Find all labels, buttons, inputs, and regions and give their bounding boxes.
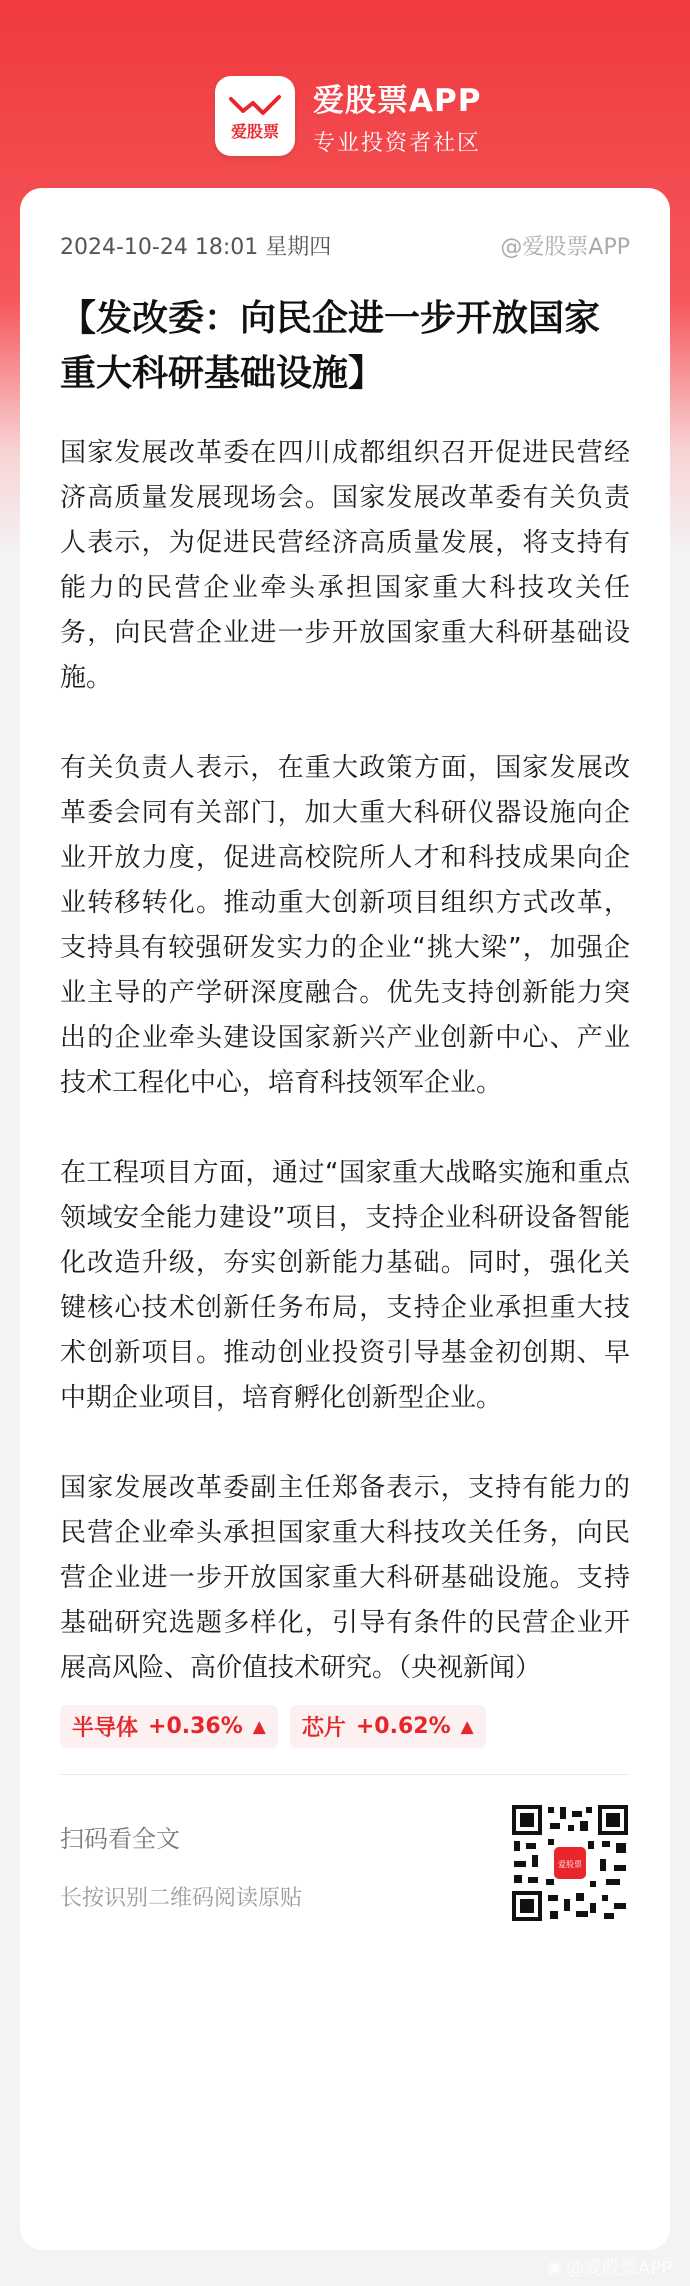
qr-code[interactable] — [510, 1803, 630, 1923]
article-title: 【发改委：向民企进一步开放国家重大科研基础设施】 — [60, 298, 601, 394]
qr-logo-label: 爱股票 — [558, 1860, 582, 1869]
share-footer — [60, 1799, 630, 1969]
article-paragraph: 在工程项目方面，通过“国家重大战略实施和重点领域安全能力建设”项目，支持企业科研设备智能化改造升级，夯实创新能力基础。同时，强化关键核心技术创新任务布局，支持企业承担重大技术创新项目。推动创业投资引导基金初创期、早中期企业项目，培育孵化创新型企业。 — [60, 1158, 630, 1413]
article-paragraph: 国家发展改革委副主任郑备表示，支持有能力的民营企业牵头承担国家重大科技攻关任务，向民营企业进一步开放国家重大科研基础设施。支持基础研究选题多样化，引导有条件的民营企业开展高风险、高价值技术研究。（央视新闻） — [60, 1473, 630, 1683]
stock-tag-chip[interactable] — [290, 1705, 486, 1748]
article-source[interactable]: @爱股票APP — [500, 235, 630, 260]
chart-line-icon — [229, 91, 281, 117]
app-slogan: 专业投资者社区 — [313, 131, 482, 156]
article-body — [60, 431, 630, 1691]
tag-change: +0.62% — [355, 1714, 451, 1739]
article-card — [20, 188, 670, 2250]
tag-name: 芯片 — [301, 1716, 346, 1741]
scan-subtitle: 长按识别二维码阅读原贴 — [60, 1886, 303, 1911]
stock-tag-semiconductor[interactable] — [60, 1705, 278, 1748]
weibo-watermark — [546, 2254, 672, 2280]
stock-tags — [60, 1705, 630, 1748]
article-paragraph: 国家发展改革委在四川成都组织召开促进民营经济高质量发展现场会。国家发展改革委有关负责人表示，为促进民营经济高质量发展，将支持有能力的民营企业牵头承担国家重大科技攻关任务，向民营企业进一步开放国家重大科研基础设施。 — [60, 438, 630, 693]
article-meta — [60, 230, 630, 261]
weibo-icon: ◉ — [546, 2256, 562, 2278]
tag-name: 半导体 — [72, 1716, 139, 1741]
app-brand — [215, 75, 481, 157]
app-logo — [215, 76, 295, 156]
app-name: 爱股票APP — [313, 83, 482, 119]
divider — [60, 1774, 630, 1775]
up-arrow-icon: ▲ — [460, 1716, 474, 1737]
up-arrow-icon: ▲ — [252, 1716, 266, 1737]
watermark-text: @爱股票APP — [565, 2258, 672, 2279]
article-datetime: 2024-10-24 18:01 星期四 — [60, 235, 332, 260]
tag-change: +0.36% — [148, 1714, 243, 1739]
article-paragraph: 有关负责人表示，在重大政策方面，国家发展改革委会同有关部门，加大重大科研仪器设施向企业开放力度，促进高校院所人才和科技成果向企业转移转化。推动重大创新项目组织方式改革，支持具有较强研发实力的企业“挑大梁”，加强企业主导的产学研深度融合。优先支持创新能力突出的企业牵头建设国家新兴产业创新中心、产业技术工程化中心，培育科技领军企业。 — [60, 753, 630, 1098]
logo-text: 爱股票 — [230, 121, 279, 141]
scan-title: 扫码看全文 — [60, 1825, 180, 1853]
